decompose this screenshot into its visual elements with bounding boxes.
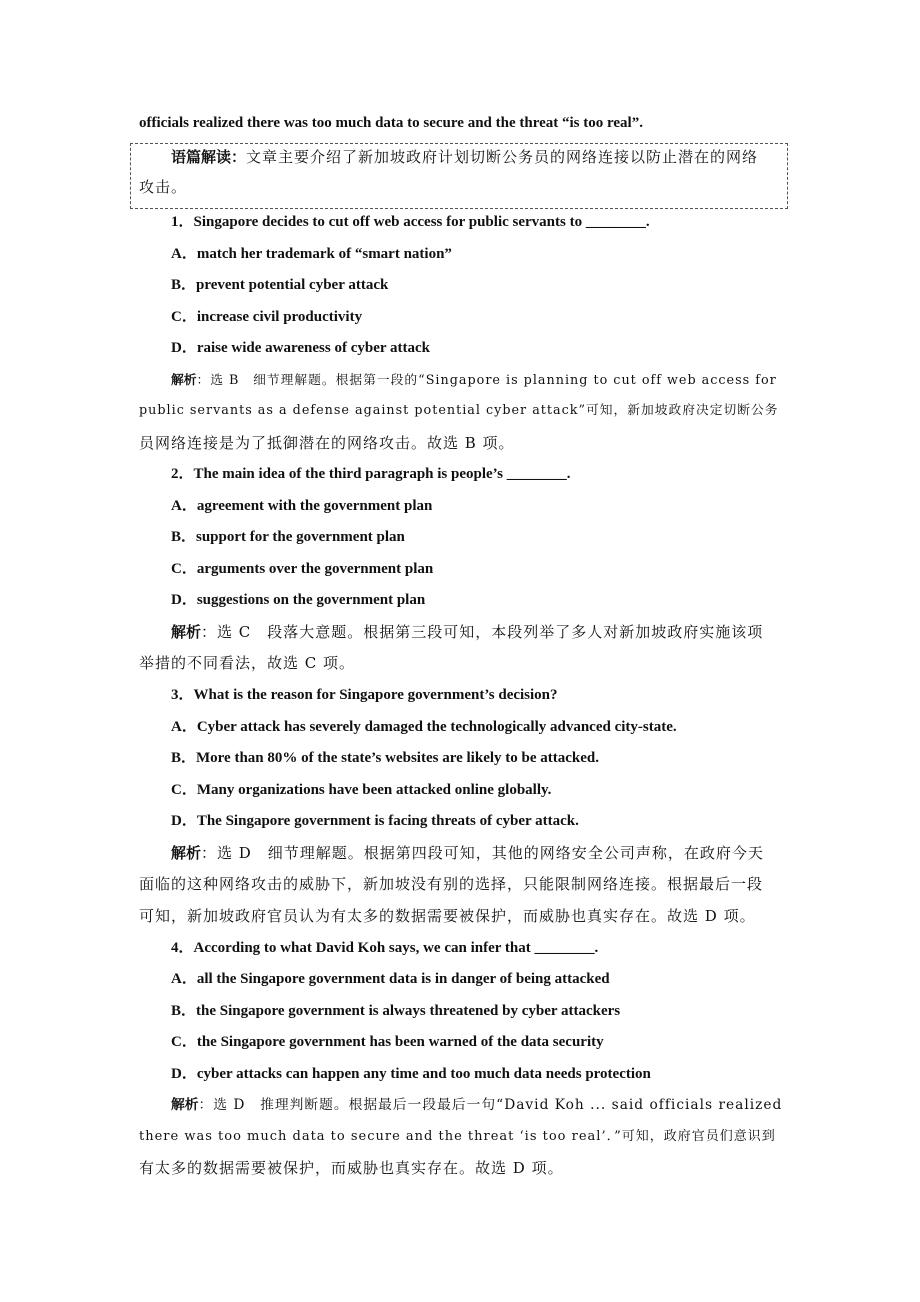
q2-option-a: A．agreement with the government plan xyxy=(171,498,433,514)
q4-option-a: A．all the Singapore government data is in danger of being attacked xyxy=(171,971,610,987)
q1-analysis-line-1 xyxy=(171,370,784,391)
q4-option-c: C．the Singapore government has been warned of the data security xyxy=(171,1034,604,1050)
q2-analysis-line-2: 举措的不同看法，故选 C 项。 xyxy=(139,654,356,672)
q1-option-a: A．match her trademark of “smart nation” xyxy=(171,246,452,262)
q2-option-c: C．arguments over the government plan xyxy=(171,561,434,577)
q3-option-c: C．Many organizations have been attacked online globally. xyxy=(171,782,552,798)
summary-line-2: 攻击。 xyxy=(139,178,188,196)
intro-tail: officials realized there was too much data to secure and the threat “is too real”. xyxy=(139,115,643,131)
q1-analysis-line-3: 员网络连接是为了抵御潜在的网络攻击。故选 B 项。 xyxy=(139,434,515,452)
summary-label: 语篇解读： xyxy=(171,150,247,166)
summary-text: 文章主要介绍了新加坡政府计划切断公务员的网络连接以防止潜在的网络 xyxy=(246,148,759,166)
analysis-label: 解析 xyxy=(171,1097,199,1112)
q4-analysis-line-3: 有太多的数据需要被保护，而威胁也真实存在。故选 D 项。 xyxy=(139,1159,564,1177)
q3-analysis-line-1 xyxy=(171,843,784,864)
q1-analysis-line-2: public servants as a defense against potential cyber attack”可知，新加坡政府决定切断公务 xyxy=(139,403,779,418)
question-stem-3: 3．What is the reason for Singapore government’s decision? xyxy=(171,687,558,703)
analysis-text: ：选 D 细节理解题。根据第四段可知，其他的网络安全公司声称，在政府今天 xyxy=(201,844,764,862)
analysis-label: 解析 xyxy=(171,625,202,641)
question-stem-1: 1．Singapore decides to cut off web access for public servants to ________. xyxy=(171,214,650,230)
q1-option-c: C．increase civil productivity xyxy=(171,309,363,325)
q1-option-b: B．prevent potential cyber attack xyxy=(171,277,389,293)
q3-option-b: B．More than 80% of the state’s websites are likely to be attacked. xyxy=(171,750,599,766)
q2-option-b: B．support for the government plan xyxy=(171,529,405,545)
q4-option-d: D．cyber attacks can happen any time and too much data needs protection xyxy=(171,1066,651,1082)
q3-analysis-line-2: 面临的这种网络攻击的威胁下，新加坡没有别的选择，只能限制网络连接。根据最后一段 xyxy=(139,875,764,893)
q2-analysis-line-1 xyxy=(171,622,784,643)
q4-analysis-line-2: there was too much data to secure and the threat ‘is too real’．”可知，政府官员们意识到 xyxy=(139,1129,776,1144)
q3-option-d: D．The Singapore government is facing threats of cyber attack. xyxy=(171,813,579,829)
question-stem-2: 2．The main idea of the third paragraph is people’s ________. xyxy=(171,466,571,482)
q3-option-a: A．Cyber attack has severely damaged the technologically advanced city-state. xyxy=(171,719,677,735)
q3-analysis-line-3: 可知，新加坡政府官员认为有太多的数据需要被保护，而威胁也真实存在。故选 D 项。 xyxy=(139,907,756,925)
q2-option-d: D．suggestions on the government plan xyxy=(171,592,426,608)
summary-line-1 xyxy=(171,147,784,168)
question-stem-4: 4．According to what David Koh says, we can infer that ________. xyxy=(171,940,599,956)
analysis-text: ：选 D 推理判断题。根据最后一段最后一句“David Koh ... said officials realized xyxy=(198,1097,783,1113)
analysis-label: 解析 xyxy=(171,373,197,387)
q4-option-b: B．the Singapore government is always threatened by cyber attackers xyxy=(171,1003,621,1019)
q1-option-d: D．raise wide awareness of cyber attack xyxy=(171,340,430,356)
analysis-text: ：选 C 段落大意题。根据第三段可知，本段列举了多人对新加坡政府实施该项 xyxy=(201,623,764,641)
q4-analysis-line-1 xyxy=(171,1095,784,1115)
analysis-label: 解析 xyxy=(171,846,202,862)
analysis-text: ：选 B 细节理解题。根据第一段的“Singapore is planning to cut off web access for xyxy=(196,373,777,388)
